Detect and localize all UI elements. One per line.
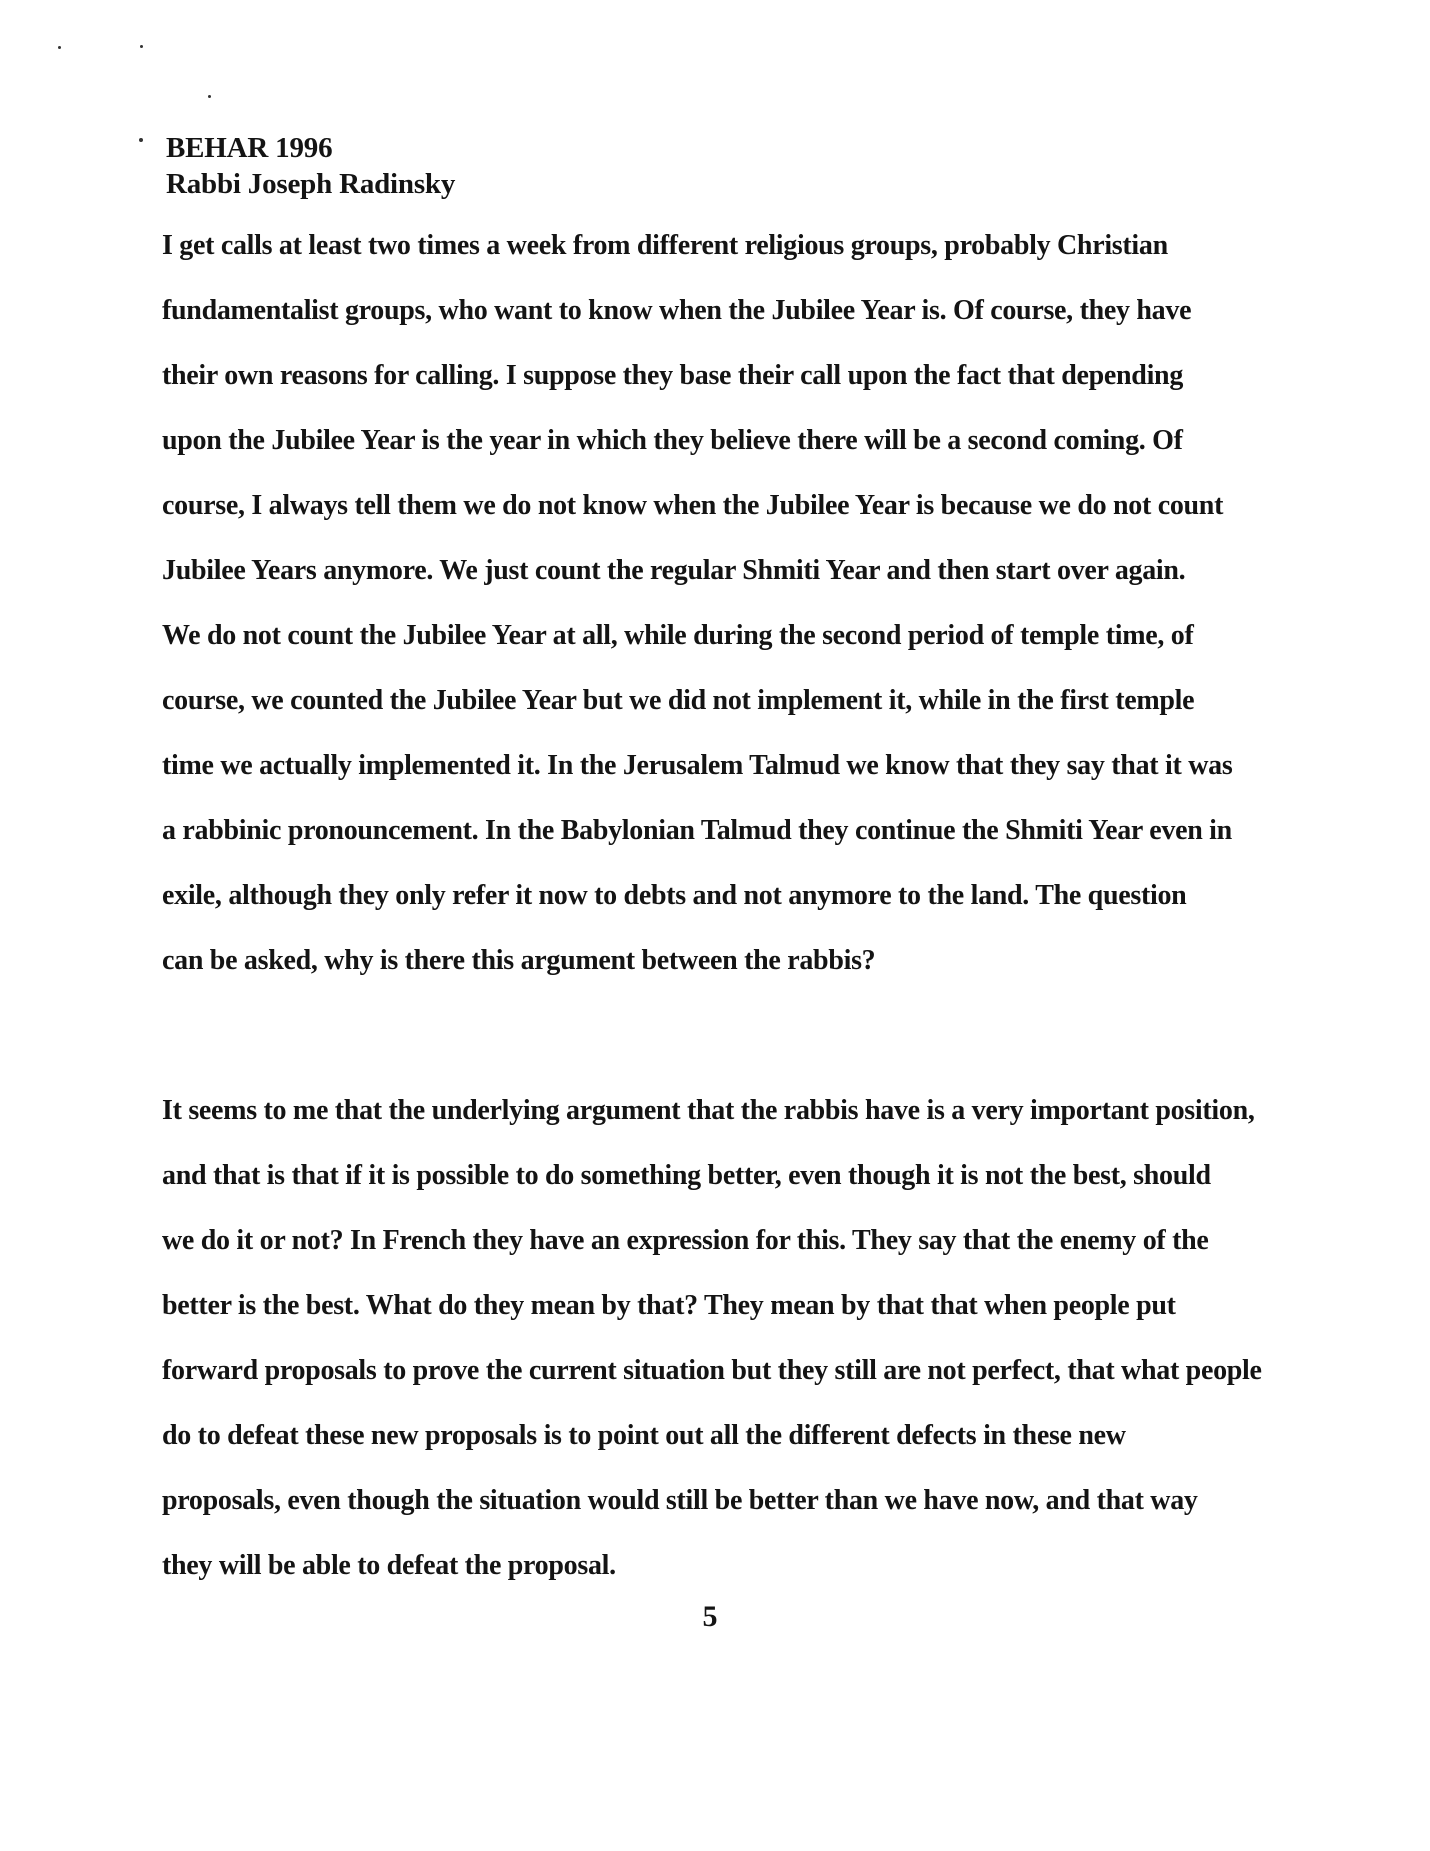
paragraph-line: upon the Jubilee Year is the year in which they believe there will be a second coming. Of [162, 425, 1183, 456]
paragraph-line: We do not count the Jubilee Year at all, while during the second period of temple time, of [162, 620, 1194, 651]
paragraph-line: It seems to me that the underlying argument that the rabbis have is a very important position, [162, 1095, 1255, 1126]
paragraph-line: forward proposals to prove the current situation but they still are not perfect, that what people [162, 1355, 1262, 1386]
paragraph-line: course, I always tell them we do not know when the Jubilee Year is because we do not count [162, 490, 1224, 521]
scan-speck [208, 95, 211, 98]
paragraph-line: and that is that if it is possible to do something better, even though it is not the best, should [162, 1160, 1211, 1191]
document-header [166, 130, 455, 202]
paragraph-line: we do it or not? In French they have an expression for this. They say that the enemy of the [162, 1225, 1209, 1256]
scan-speck [58, 46, 61, 49]
paragraph-line: I get calls at least two times a week from different religious groups, probably Christian [162, 230, 1168, 261]
paragraph-line: better is the best. What do they mean by that? They mean by that that when people put [162, 1290, 1176, 1321]
paragraph-1 [162, 213, 1232, 993]
paragraph-line: Jubilee Years anymore. We just count the regular Shmiti Year and then start over again. [162, 555, 1186, 586]
scan-speck [139, 138, 143, 142]
paragraph-line: they will be able to defeat the proposal. [162, 1550, 616, 1581]
page-number: 5 [702, 1600, 718, 1633]
document-title: BEHAR 1996 [166, 132, 333, 164]
paragraph-line: do to defeat these new proposals is to point out all the different defects in these new [162, 1420, 1126, 1451]
paragraph-line: can be asked, why is there this argument between the rabbis? [162, 945, 876, 976]
paragraph-line: course, we counted the Jubilee Year but we did not implement it, while in the first temple [162, 685, 1195, 716]
scan-speck [140, 45, 143, 48]
paragraph-line: time we actually implemented it. In the Jerusalem Talmud we know that they say that it was [162, 750, 1233, 781]
paragraph-2 [162, 1078, 1262, 1598]
paragraph-line: fundamentalist groups, who want to know when the Jubilee Year is. Of course, they have [162, 295, 1192, 326]
paragraph-line: their own reasons for calling. I suppose they base their call upon the fact that depending [162, 360, 1184, 391]
paragraph-line: proposals, even though the situation would still be better than we have now, and that way [162, 1485, 1198, 1516]
document-author: Rabbi Joseph Radinsky [166, 168, 456, 200]
paragraph-line: exile, although they only refer it now to debts and not anymore to the land. The question [162, 880, 1187, 911]
paragraph-line: a rabbinic pronouncement. In the Babylonian Talmud they continue the Shmiti Year even in [162, 815, 1232, 846]
